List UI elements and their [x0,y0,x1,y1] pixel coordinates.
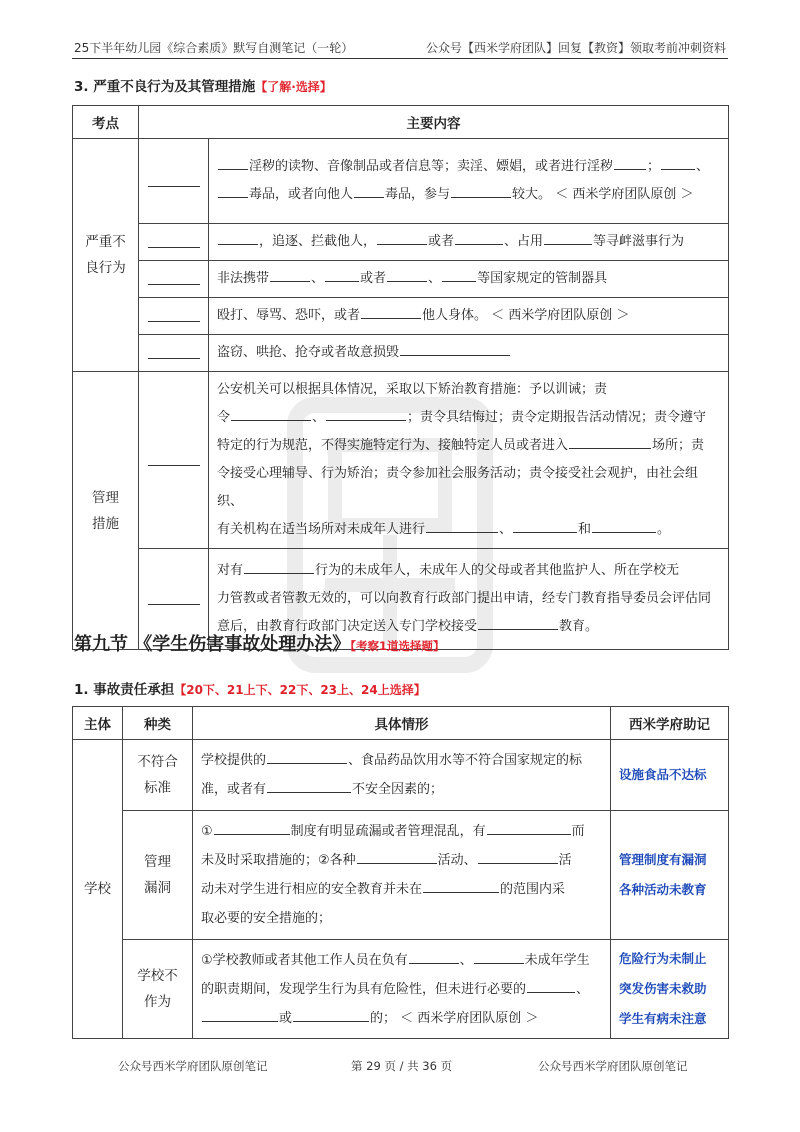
liability-table [72,706,729,1039]
fill-blank [487,819,571,835]
table-row [73,261,729,298]
fill-blank [218,154,248,170]
answer-blank [148,232,200,248]
table-row [73,372,729,549]
table-row [73,224,729,261]
watermark-text: ＜ 西米学府团队原创 ＞ [400,1010,539,1026]
mnemonic-cell [611,740,729,811]
content-text: 令 [217,410,231,425]
fill-blank [377,229,427,245]
chapter-tag: 【考察1道选择题】 [350,639,445,653]
content-text: 、 [459,952,473,968]
fill-blank [478,848,558,864]
category-cell [73,139,139,372]
subsection-tag: 【20下、21上下、22下、23上、24上选择】 [174,683,426,697]
mnemonic-text: 危险行为未制止 [619,951,707,966]
header-cell: 主体 [73,707,123,740]
content-text: 等国家规定的管制器具 [477,271,608,286]
fill-blank [361,303,421,319]
content-text: 、占用 [504,234,544,249]
fill-blank [451,182,511,198]
subsection-heading [74,678,426,698]
content-text: 、食品药品饮用水等不符合国家规定的标 [348,753,583,768]
fill-blank [357,848,437,864]
content-text: 或者 [428,234,455,249]
content-text: ①学校教师或者其他工作人员在负有 [201,952,408,968]
table-row [73,298,729,335]
answer-blank-cell [139,139,209,224]
answer-blank [148,306,200,322]
fill-blank [400,340,510,356]
content-text: 意后，由教育行政部门决定送入专门学校接受 [217,619,478,634]
table-row [73,940,729,1039]
content-text: 教育。 [559,619,599,634]
content-cell [209,224,729,261]
content-text: 等寻衅滋事行为 [593,234,685,249]
fill-blank [326,405,406,421]
table-header-row [73,106,729,139]
fill-blank [231,405,311,421]
fill-blank [293,1006,369,1022]
fill-blank [218,229,258,245]
content-text: 未及时采取措施的；②各种 [201,853,356,868]
mnemonic-cell [611,811,729,940]
content-cell [209,139,729,224]
behavior-table [72,105,729,650]
footer-left: 公众号西米学府团队原创笔记 [118,1059,268,1073]
answer-blank [148,450,200,466]
content-text: 准，或者有 [201,782,267,797]
header-cell: 具体情形 [193,707,611,740]
subsection-title: 1. 事故责任承担 [74,682,175,698]
fill-blank [455,229,503,245]
content-text: 场所；责 [652,438,705,453]
answer-blank-cell [139,372,209,549]
answer-blank-cell [139,224,209,261]
fill-blank [202,1006,278,1022]
category-text: 管理 [92,489,119,506]
header-cell: 西米学府助记 [611,707,729,740]
content-text: ① [201,824,213,839]
kind-cell [123,940,193,1039]
chapter-heading [74,630,445,656]
content-text: 或 [279,1010,293,1026]
content-text: 、 [499,522,513,537]
content-text: 和 [578,522,592,537]
fill-blank [513,517,577,533]
header-right: 公众号【西米学府团队】回复【教资】领取考前冲刺资料 [425,41,726,55]
mnemonic-text: 各种活动未教育 [619,882,707,897]
chapter-title: 第九节 《学生伤害事故处理办法》 [74,634,351,655]
fill-blank [354,182,384,198]
answer-blank-cell [139,261,209,298]
kind-cell [123,811,193,940]
content-text: 未成年学生 [524,952,590,968]
content-text: 学校提供的 [201,753,267,768]
content-text: 、 [428,271,442,286]
table-header-row [73,707,729,740]
content-text: 、 [696,159,710,174]
answer-blank [148,343,200,359]
kind-text: 管理 [144,854,171,870]
content-text: 令接受心理辅导、行为矫治；责令参加社会服务活动；责令接受社会观护，由社会组织、 [217,466,699,509]
content-text: 活 [558,853,572,868]
fill-blank [267,748,347,764]
answer-blank [148,171,200,187]
fill-blank [527,977,575,993]
fill-blank [214,819,290,835]
content-text: 活动、 [437,853,477,868]
page-header [72,36,728,59]
content-text: 制度有明显疏漏或者管理混乱，有 [290,824,486,839]
content-text: 的； [370,1010,397,1026]
content-cell [209,335,729,372]
section-title: 3. 严重不良行为及其管理措施 [74,79,256,95]
content-text: ，追逐、拦截他人， [259,234,377,249]
header-cell: 种类 [123,707,193,740]
fill-blank [218,182,248,198]
content-text: 、 [576,981,590,997]
content-text: ；责令具结悔过；责令定期报告活动情况；责令遵守 [407,410,707,425]
kind-text: 标准 [144,780,171,796]
watermark-text: ＜ 西米学府团队原创 ＞ [555,187,694,202]
content-cell [209,261,729,298]
content-text: 或者 [360,271,387,286]
table-row [73,740,729,811]
kind-text: 作为 [144,994,171,1010]
content-text: 他人身体。 [422,308,488,323]
content-text: 而 [571,824,585,839]
category-text: 良行为 [85,260,126,276]
kind-text: 不符合 [137,754,178,770]
fill-blank [474,948,524,964]
content-text: 的范围内采 [500,882,566,897]
watermark-text: ＜ 西米学府团队原创 ＞ [491,308,630,323]
fill-blank [661,154,695,170]
header-cell: 主要内容 [139,106,729,139]
section-heading [74,75,332,95]
content-text: 淫秽的读物、音像制品或者信息等；卖淫、嫖娼，或者进行淫秽 [249,159,614,174]
fill-blank [267,777,351,793]
content-cell [209,298,729,335]
content-text: 动未对学生进行相应的安全教育并未在 [201,882,423,897]
mnemonic-text: 设施食品不达标 [619,767,707,782]
subject-cell: 学校 [73,740,123,1039]
fill-blank [426,517,498,533]
content-text: 殴打、辱骂、恐吓，或者 [217,308,361,323]
category-cell [73,372,139,650]
answer-blank-cell [139,335,209,372]
category-text: 严重不 [85,234,126,250]
category-text: 措施 [92,515,119,532]
content-text: 行为的未成年人，未成年人的父母或者其他监护人、所在学校无 [315,563,680,578]
mnemonic-cell [611,940,729,1039]
content-text: 较大。 [512,187,552,202]
answer-blank [148,589,200,605]
content-text: 毒品，参与 [385,187,451,202]
content-text: 。 [657,522,671,537]
fill-blank [478,614,558,630]
answer-blank-cell [139,298,209,335]
fill-blank [244,558,314,574]
fill-blank [442,266,476,282]
kind-text: 漏洞 [144,880,171,896]
content-text: 公安机关可以根据具体情况，采取以下矫治教育措施：予以训诫；责 [217,382,608,397]
answer-blank [148,269,200,285]
fill-blank [270,266,310,282]
fill-blank [614,154,646,170]
fill-blank [387,266,427,282]
content-text: 的职责期间，发现学生行为具有危险性，但未进行必要的 [201,981,527,997]
fill-blank [409,948,459,964]
mnemonic-text: 管理制度有漏洞 [619,852,707,867]
footer-right: 公众号西米学府团队原创笔记 [538,1059,688,1073]
content-text: 对有 [217,563,244,578]
fill-blank [569,433,651,449]
table-row [73,335,729,372]
fill-blank [592,517,656,533]
section-tag: 【了解·选择】 [255,80,332,94]
content-text: 盗窃、哄抢、抢夺或者故意损毁 [217,345,400,360]
content-text: 取必要的安全措施的； [201,911,332,926]
content-cell [193,740,611,811]
content-text: 、 [311,271,325,286]
fill-blank [544,229,592,245]
content-text: 非法携带 [217,271,270,286]
content-text: 力管教或者管教无效的，可以向教育行政部门提出申请，经专门教育指导委员会评估同 [217,591,712,606]
mnemonic-text: 学生有病未注意 [619,1011,707,1026]
header-cell: 考点 [73,106,139,139]
fill-blank [325,266,359,282]
fill-blank [423,877,499,893]
table-row [73,139,729,224]
page-number: 第 29 页 / 共 36 页 [351,1059,453,1073]
content-cell [209,372,729,549]
header-left: 25下半年幼儿园《综合素质》默写自测笔记（一轮） [74,41,354,55]
content-text: 有关机构在适当场所对未成年人进行 [217,522,426,537]
content-text: 毒品，或者向他人 [249,187,354,202]
content-text: ； [647,159,661,174]
content-text: 不安全因素的； [352,782,444,797]
content-cell [193,940,611,1039]
table-row [73,811,729,940]
content-text: 、 [312,410,326,425]
content-cell [193,811,611,940]
mnemonic-text: 突发伤害未救助 [619,981,707,996]
content-text: 特定的行为规范，不得实施特定行为、接触特定人员或者进入 [217,438,569,453]
kind-text: 学校不 [137,968,178,984]
kind-cell [123,740,193,811]
